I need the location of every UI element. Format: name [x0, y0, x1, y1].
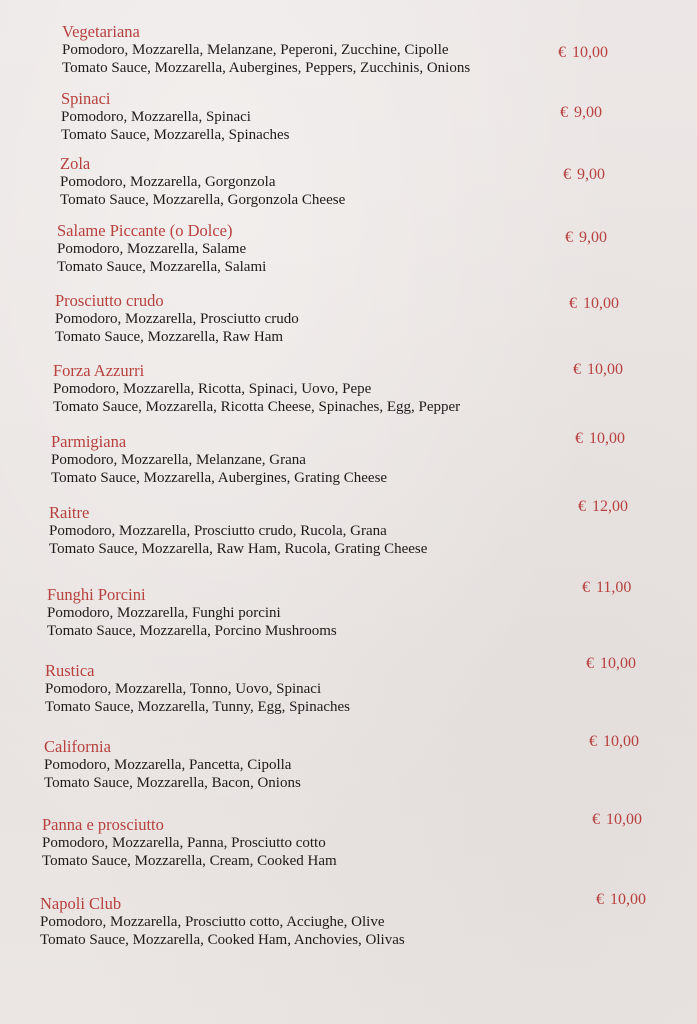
- euro-symbol: €: [592, 811, 600, 828]
- item-name: Panna e prosciutto: [42, 815, 164, 834]
- price-value: 11,00: [596, 579, 632, 596]
- item-ingredients-it: Pomodoro, Mozzarella, Prosciutto cotto, Acciughe, Olive: [40, 914, 385, 930]
- item-name: California: [44, 737, 111, 756]
- item-price: [565, 229, 607, 247]
- menu-item-raitre: [49, 504, 529, 558]
- price-value: 10,00: [606, 811, 642, 828]
- euro-symbol: €: [565, 229, 573, 246]
- menu-item-vegetariana: [62, 23, 542, 77]
- price-value: 10,00: [603, 733, 639, 750]
- price-value: 12,00: [592, 498, 628, 515]
- item-ingredients-it: Pomodoro, Mozzarella, Panna, Prosciutto cotto: [42, 835, 326, 851]
- item-name: Parmigiana: [51, 432, 127, 451]
- item-ingredients-it: Pomodoro, Mozzarella, Ricotta, Spinaci, Uovo, Pepe: [53, 381, 372, 397]
- item-ingredients-it: Pomodoro, Mozzarella, Prosciutto crudo: [55, 311, 299, 327]
- item-ingredients-en: Tomato Sauce, Mozzarella, Spinaches: [61, 127, 290, 143]
- price-value: 10,00: [587, 361, 623, 378]
- item-name: Zola: [60, 154, 91, 173]
- item-name: Rustica: [45, 661, 95, 680]
- item-ingredients-it: Pomodoro, Mozzarella, Pancetta, Cipolla: [44, 757, 292, 773]
- item-ingredients-it: Pomodoro, Mozzarella, Tonno, Uovo, Spinaci: [45, 681, 322, 697]
- item-price: [575, 430, 625, 448]
- price-value: 10,00: [589, 430, 625, 447]
- menu-item-panna-e-prosciutto: [42, 816, 522, 870]
- price-value: 9,00: [579, 229, 607, 246]
- euro-symbol: €: [575, 430, 583, 447]
- euro-symbol: €: [569, 295, 577, 312]
- menu-item-napoli-club: [40, 895, 520, 949]
- menu-item-zola: [60, 155, 540, 209]
- menu-item-salame-piccante: [57, 222, 537, 276]
- item-price: [573, 361, 623, 379]
- item-name: Forza Azzurri: [53, 361, 145, 380]
- euro-symbol: €: [573, 361, 581, 378]
- item-ingredients-en: Tomato Sauce, Mozzarella, Cream, Cooked Ham: [42, 853, 337, 869]
- item-ingredients-it: Pomodoro, Mozzarella, Spinaci: [61, 109, 251, 125]
- price-value: 10,00: [610, 891, 646, 908]
- euro-symbol: €: [563, 166, 571, 183]
- item-ingredients-it: Pomodoro, Mozzarella, Gorgonzola: [60, 174, 276, 190]
- euro-symbol: €: [586, 655, 594, 672]
- item-name: Spinaci: [61, 89, 111, 108]
- item-ingredients-en: Tomato Sauce, Mozzarella, Tunny, Egg, Spinaches: [45, 699, 351, 715]
- item-ingredients-en: Tomato Sauce, Mozzarella, Porcino Mushrooms: [47, 623, 337, 639]
- item-ingredients-it: Pomodoro, Mozzarella, Funghi porcini: [47, 605, 281, 621]
- item-name: Salame Piccante (o Dolce): [57, 221, 233, 240]
- item-price: [596, 891, 646, 909]
- euro-symbol: €: [558, 44, 566, 61]
- menu-item-forza-azzurri: [53, 362, 533, 416]
- price-value: 10,00: [572, 44, 608, 61]
- price-value: 10,00: [600, 655, 636, 672]
- item-ingredients-en: Tomato Sauce, Mozzarella, Aubergines, Grating Cheese: [51, 470, 388, 486]
- item-ingredients-it: Pomodoro, Mozzarella, Prosciutto crudo, Rucola, Grana: [49, 523, 387, 539]
- menu-item-prosciutto-crudo: [55, 292, 535, 346]
- item-ingredients-en: Tomato Sauce, Mozzarella, Ricotta Cheese, Spinaches, Egg, Pepper: [53, 399, 461, 415]
- euro-symbol: €: [582, 579, 590, 596]
- item-ingredients-en: Tomato Sauce, Mozzarella, Bacon, Onions: [44, 775, 301, 791]
- item-price: [586, 655, 636, 673]
- item-name: Napoli Club: [40, 894, 122, 913]
- item-ingredients-en: Tomato Sauce, Mozzarella, Raw Ham: [55, 329, 284, 345]
- item-ingredients-it: Pomodoro, Mozzarella, Salame: [57, 241, 247, 257]
- item-ingredients-it: Pomodoro, Mozzarella, Melanzane, Peperoni, Zucchine, Cipolle: [62, 42, 449, 58]
- euro-symbol: €: [560, 104, 568, 121]
- item-price: [578, 498, 628, 516]
- item-price: [560, 104, 602, 122]
- item-ingredients-it: Pomodoro, Mozzarella, Melanzane, Grana: [51, 452, 306, 468]
- price-value: 9,00: [577, 166, 605, 183]
- menu-item-california: [44, 738, 524, 792]
- price-value: 9,00: [574, 104, 602, 121]
- item-price: [569, 295, 619, 313]
- menu-item-funghi-porcini: [47, 586, 527, 640]
- menu-item-rustica: [45, 662, 525, 716]
- item-name: Prosciutto crudo: [55, 291, 164, 310]
- item-name: Funghi Porcini: [47, 585, 146, 604]
- item-price: [582, 579, 631, 597]
- price-value: 10,00: [583, 295, 619, 312]
- item-ingredients-en: Tomato Sauce, Mozzarella, Aubergines, Peppers, Zucchinis, Onions: [62, 60, 471, 76]
- item-price: [589, 733, 639, 751]
- item-ingredients-en: Tomato Sauce, Mozzarella, Raw Ham, Rucola, Grating Cheese: [49, 541, 428, 557]
- euro-symbol: €: [589, 733, 597, 750]
- item-ingredients-en: Tomato Sauce, Mozzarella, Gorgonzola Cheese: [60, 192, 346, 208]
- item-price: [563, 166, 605, 184]
- item-ingredients-en: Tomato Sauce, Mozzarella, Cooked Ham, Anchovies, Olivas: [40, 932, 405, 948]
- menu-item-parmigiana: [51, 433, 531, 487]
- menu-item-spinaci: [61, 90, 541, 144]
- euro-symbol: €: [596, 891, 604, 908]
- item-name: Raitre: [49, 503, 90, 522]
- item-ingredients-en: Tomato Sauce, Mozzarella, Salami: [57, 259, 267, 275]
- item-name: Vegetariana: [62, 22, 140, 41]
- item-price: [592, 811, 642, 829]
- euro-symbol: €: [578, 498, 586, 515]
- item-price: [558, 44, 608, 62]
